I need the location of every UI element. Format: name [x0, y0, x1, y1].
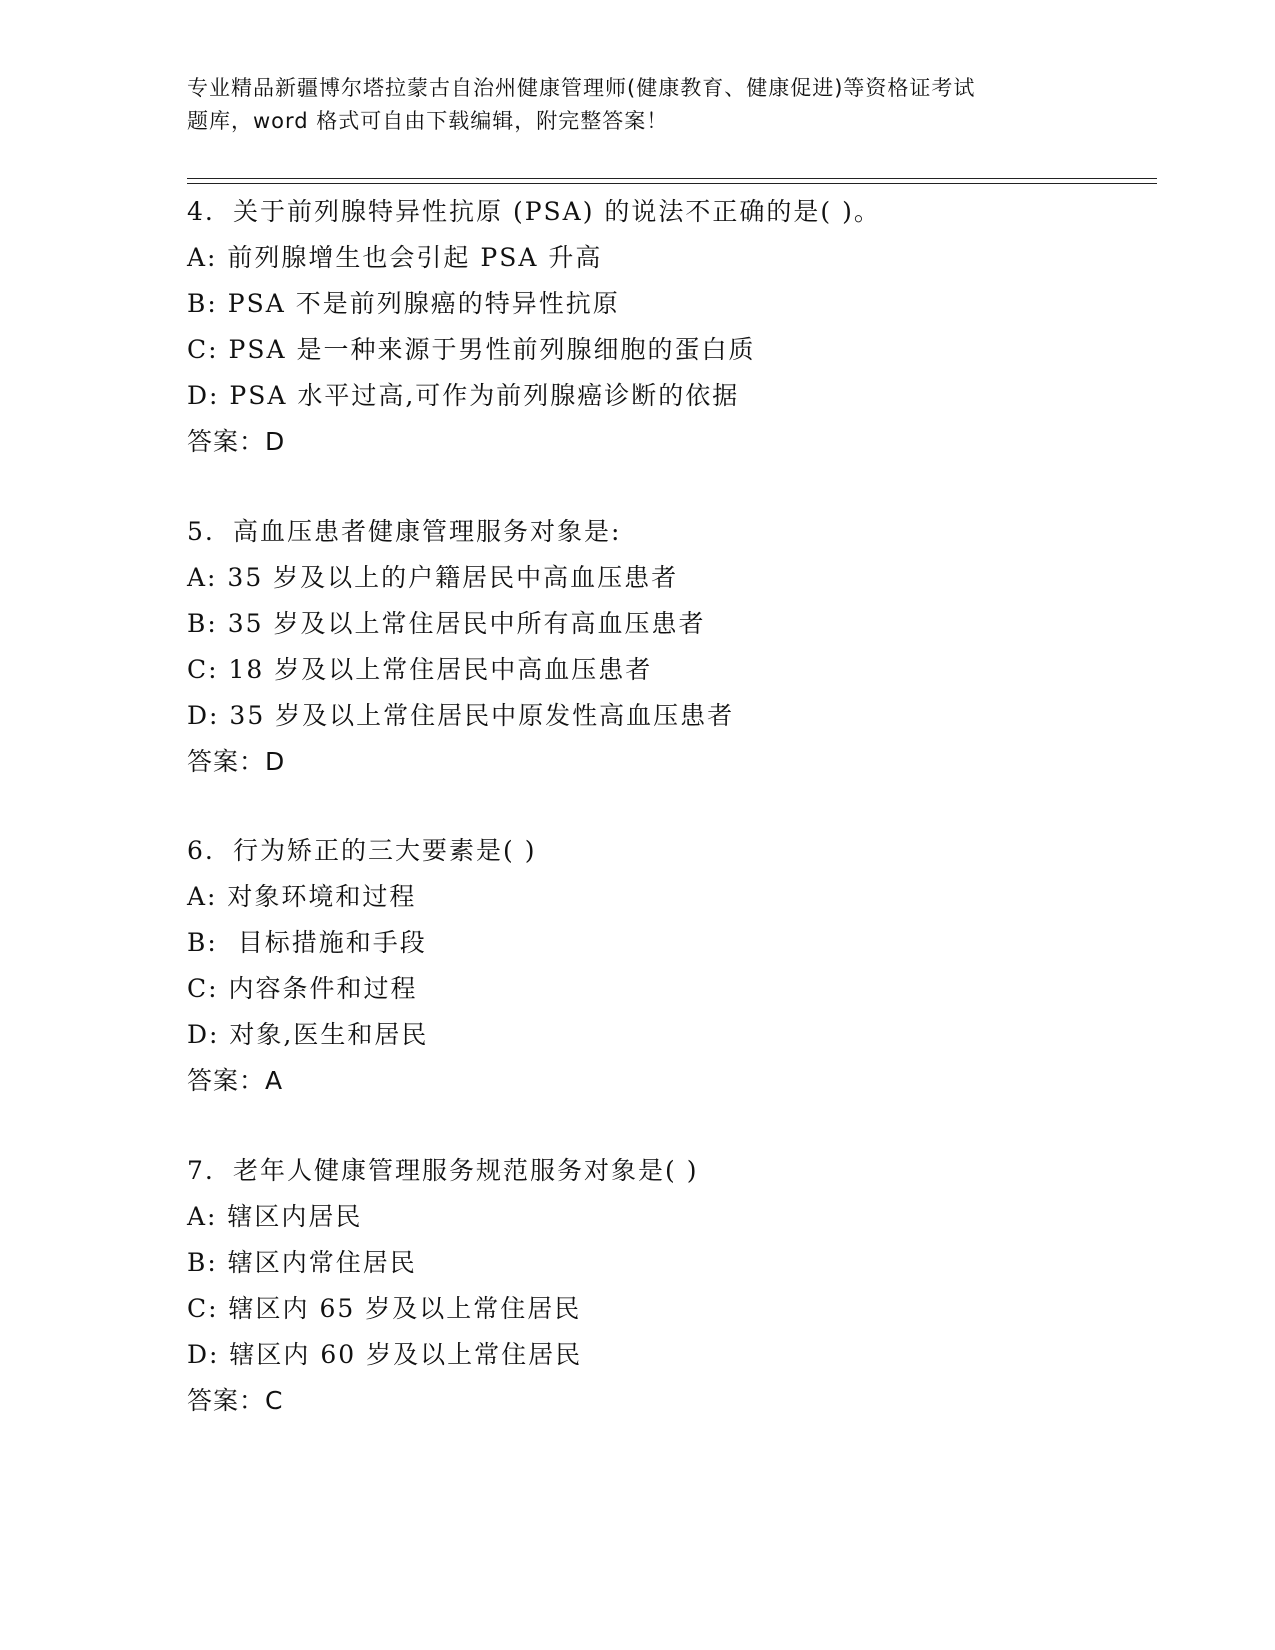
question-block [187, 189, 1167, 465]
question-number: 6. [187, 836, 215, 865]
option-c: C: 辖区内 65 岁及以上常住居民 [187, 1294, 582, 1323]
question-text: 高血压患者健康管理服务对象是: [233, 517, 622, 546]
option-d: D: PSA 水平过高,可作为前列腺癌诊断的依据 [187, 381, 740, 410]
question-stem [187, 1148, 1167, 1194]
header-divider-top [187, 178, 1157, 179]
option-b: B: 35 岁及以上常住居民中所有高血压患者 [187, 609, 706, 638]
question-text: 老年人健康管理服务规范服务对象是( ) [233, 1156, 699, 1185]
header-divider-bottom [187, 183, 1157, 184]
header-line-1: 专业精品新疆博尔塔拉蒙古自治州健康管理师(健康教育、健康促进)等资格证考试 [187, 76, 976, 100]
question-stem [187, 828, 1167, 874]
option-a: A: 辖区内居民 [187, 1202, 363, 1231]
question-block [187, 1148, 1167, 1424]
question-stem [187, 189, 1167, 235]
question-number: 7. [187, 1156, 215, 1185]
option-b: B: 辖区内常住居民 [187, 1248, 417, 1277]
option-d: D: 辖区内 60 岁及以上常住居民 [187, 1340, 583, 1369]
answer-line: 答案：C [187, 1386, 284, 1415]
answer-line: 答案：D [187, 427, 286, 456]
question-block [187, 509, 1167, 785]
question-number: 4. [187, 197, 215, 226]
document-header [187, 72, 1087, 138]
option-d: D: 35 岁及以上常住居民中原发性高血压患者 [187, 701, 735, 730]
question-number: 5. [187, 517, 215, 546]
header-line-2: 题库，word 格式可自由下载编辑，附完整答案！ [187, 109, 669, 133]
option-c: C: PSA 是一种来源于男性前列腺细胞的蛋白质 [187, 335, 756, 364]
option-c: C: 内容条件和过程 [187, 974, 418, 1003]
option-a: A: 35 岁及以上的户籍居民中高血压患者 [187, 563, 679, 592]
question-block [187, 828, 1167, 1104]
option-c: C: 18 岁及以上常住居民中高血压患者 [187, 655, 653, 684]
answer-line: 答案：A [187, 1066, 284, 1095]
option-a: A: 对象环境和过程 [187, 882, 417, 911]
question-text: 关于前列腺特异性抗原 (PSA) 的说法不正确的是( )。 [233, 197, 881, 226]
option-b: B: PSA 不是前列腺癌的特异性抗原 [187, 289, 620, 318]
option-d: D: 对象,医生和居民 [187, 1020, 429, 1049]
option-a: A: 前列腺增生也会引起 PSA 升高 [187, 243, 603, 272]
question-stem [187, 509, 1167, 555]
answer-line: 答案：D [187, 747, 286, 776]
question-text: 行为矫正的三大要素是( ) [233, 836, 537, 865]
option-b: B: 目标措施和手段 [187, 928, 427, 957]
